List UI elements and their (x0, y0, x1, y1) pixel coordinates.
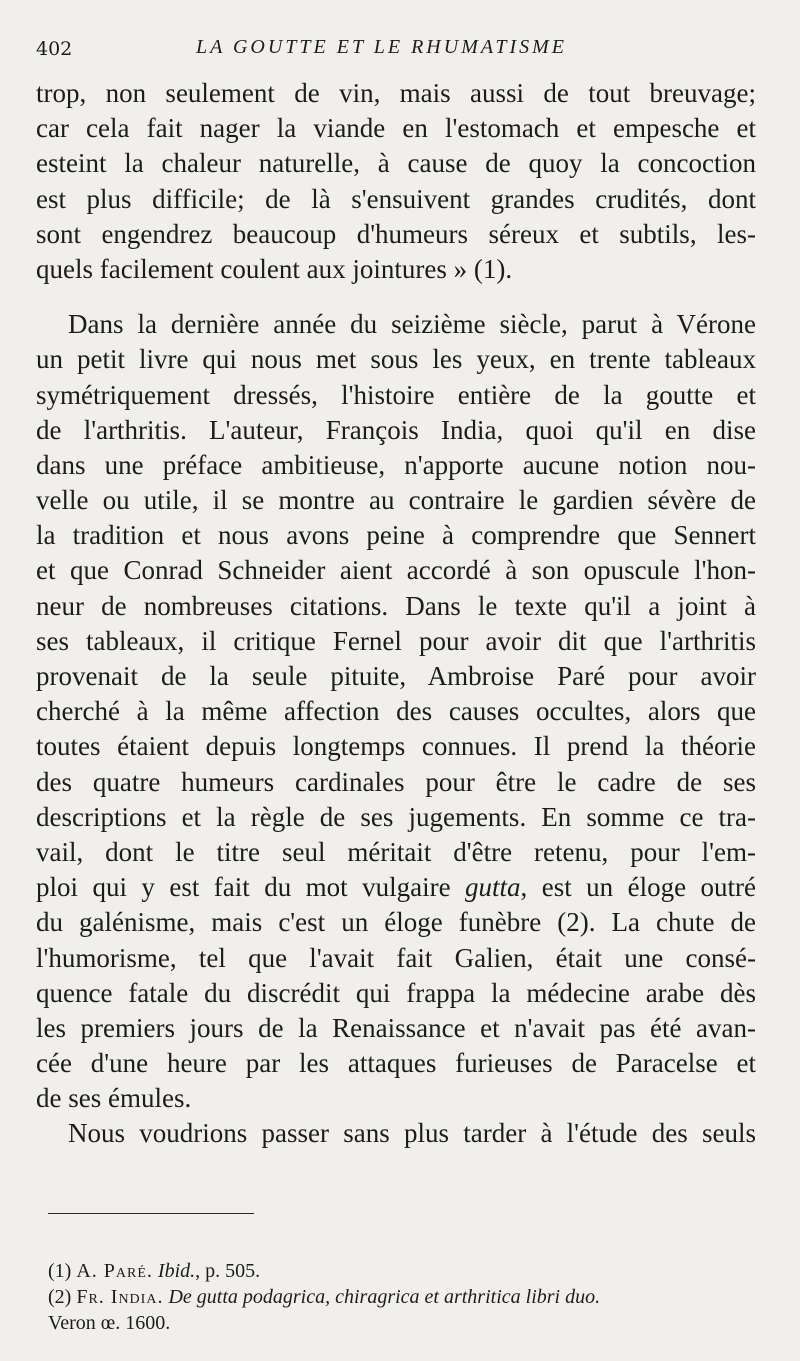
text-line (36, 870, 756, 905)
footnote-1 (48, 1258, 778, 1284)
text-line: Nous voudrions passer sans plus tarder à l'étude des seuls (68, 1118, 756, 1149)
paragraph-gap (36, 287, 756, 307)
footnote-title: De gutta podagrica, chiragrica et arthritica libri duo. (168, 1286, 601, 1308)
text-line: toutes étaient depuis longtemps connues. Il prend la théorie (36, 731, 756, 762)
text-line: symétriquement dressés, l'histoire entière de la goutte et (36, 379, 756, 410)
paragraph-3 (36, 1116, 756, 1151)
text-segment: , est un éloge outré (520, 872, 756, 903)
footnote-mark: (2) (48, 1286, 72, 1308)
running-title: LA GOUTTE ET LE RHUMATISME (196, 36, 567, 58)
text-line: l'humorisme, tel que l'avait fait Galien, était une consé- (36, 942, 756, 973)
text-line: du galénisme, mais c'est un éloge funèbre (2). La chute de (36, 907, 756, 938)
footnote-2-continued: Veron œ. 1600. (48, 1312, 171, 1334)
text-line: sont engendrez beaucoup d'humeurs séreux et subtils, les- (36, 218, 756, 249)
footnote-author: Fr. India. (76, 1286, 164, 1308)
footnote-text: , p. 505. (195, 1260, 261, 1282)
text-line: esteint la chaleur naturelle, à cause de quoy la concoction (36, 148, 756, 179)
text-line: de l'arthritis. L'auteur, François India, quoi qu'il en dise (36, 414, 756, 445)
body-text (36, 76, 756, 1152)
text-line: quels facilement coulent aux jointures » (1). (36, 253, 513, 284)
text-line: Dans la dernière année du seizième siècle, parut à Vérone (68, 309, 756, 340)
text-line: vail, dont le titre seul méritait d'être retenu, pour l'em- (36, 836, 756, 867)
page-header (36, 34, 776, 66)
text-line: est plus difficile; de là s'ensuivent grandes crudités, dont (36, 183, 756, 214)
text-line: cée d'une heure par les attaques furieuses de Paracelse et (36, 1048, 756, 1079)
text-line: provenait de la seule pituite, Ambroise Paré pour avoir (36, 661, 756, 691)
paragraph-2 (36, 307, 756, 1116)
text-line: et que Conrad Schneider aient accordé à son opuscule l'hon- (36, 555, 756, 586)
footnotes (48, 1258, 778, 1336)
italic-word-gutta: gutta (465, 872, 521, 903)
text-line: la tradition et nous avons peine à comprendre que Sennert (36, 520, 756, 551)
text-line: neur de nombreuses citations. Dans le texte qu'il a joint à (36, 590, 756, 621)
text-line: trop, non seulement de vin, mais aussi de tout breuvage; (36, 78, 756, 108)
text-line: quence fatale du discrédit qui frappa la médecine arabe dès (36, 977, 756, 1008)
text-line: des quatre humeurs cardinales pour être le cadre de ses (36, 766, 756, 797)
paragraph-1 (36, 76, 756, 287)
footnote-author: A. Paré. (76, 1260, 153, 1282)
footnote-2 (48, 1284, 778, 1310)
text-line: dans une préface ambitieuse, n'apporte aucune notion nou- (36, 449, 756, 480)
footnote-ibid: Ibid. (157, 1260, 196, 1282)
text-line: car cela fait nager la viande en l'estomach et empesche et (36, 113, 756, 144)
text-line: ses tableaux, il critique Fernel pour avoir dit que l'arthritis (36, 625, 756, 656)
text-line: de ses émules. (36, 1083, 192, 1114)
text-line: un petit livre qui nous met sous les yeux, en trente tableaux (36, 344, 756, 375)
text-line: velle ou utile, il se montre au contraire le gardien sévère de (36, 485, 756, 516)
text-line: les premiers jours de la Renaissance et n'avait pas été avan- (36, 1012, 756, 1043)
text-segment: ploi qui y est fait du mot vulgaire (36, 872, 465, 903)
footnote-mark: (1) (48, 1260, 72, 1282)
text-line: cherché à la même affection des causes occultes, alors que (36, 696, 756, 727)
footnote-rule (48, 1213, 254, 1214)
text-line: descriptions et la règle de ses jugements. En somme ce tra- (36, 801, 756, 832)
page-number: 402 (36, 38, 73, 60)
